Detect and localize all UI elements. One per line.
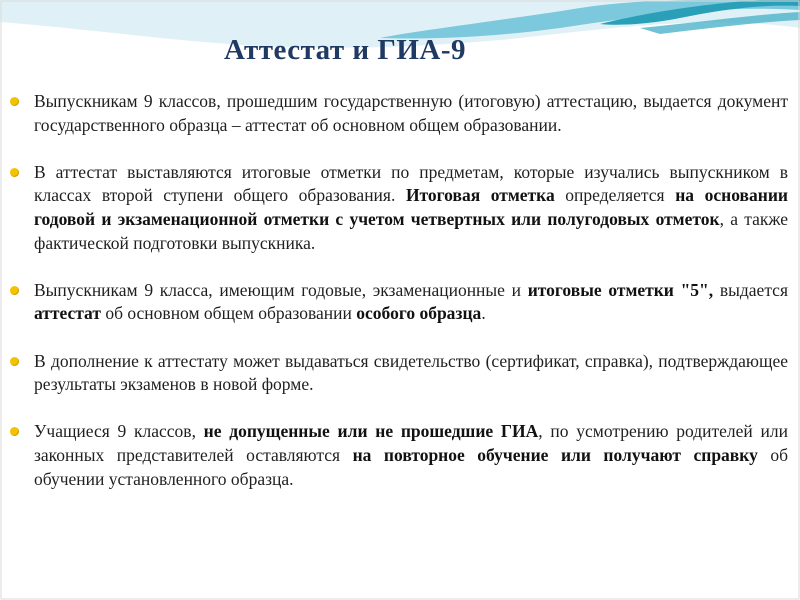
list-item xyxy=(10,279,788,326)
yellow-dot-icon xyxy=(10,286,19,295)
slide-title: Аттестат и ГИА-9 xyxy=(224,34,466,66)
yellow-dot-icon xyxy=(10,427,19,436)
text: , а также фактической подготовки выпускника. xyxy=(34,208,789,253)
list-item xyxy=(10,90,788,137)
bold-text: не допущенные или не прошедшие ГИА xyxy=(203,421,539,442)
yellow-dot-icon xyxy=(10,357,19,366)
yellow-dot-icon xyxy=(10,97,19,106)
bullet-list xyxy=(10,90,788,515)
text: об обучении установленного образца. xyxy=(34,444,789,489)
bold-text: итоговые отметки "5", xyxy=(527,279,714,300)
text: Учащиеся 9 классов, xyxy=(34,421,204,442)
text: выдается xyxy=(713,279,788,300)
text: В аттестат выставляются итоговые отметки по предметам, которые изучались выпускником в классах второй ступени общего образования. xyxy=(34,161,788,206)
bold-text: на основании годовой и экзаменационной отметки с учетом четвертных или полугодовых отметок xyxy=(34,185,788,229)
text: об основном общем образовании xyxy=(100,303,357,324)
bold-text: на повторное обучение или получают справку xyxy=(352,444,758,465)
list-item xyxy=(10,350,788,397)
bold-text: Итоговая отметка xyxy=(405,185,555,206)
text: Выпускникам 9 класса, имеющим годовые, экзаменационные и xyxy=(34,279,528,300)
text: . xyxy=(481,303,486,324)
text: Выпускникам 9 классов, прошедшим государственную (итоговую) аттестацию, выдается документ государственного образца – аттестат об основном общем образовании. xyxy=(34,91,788,135)
bold-text: аттестат xyxy=(34,303,101,324)
yellow-dot-icon xyxy=(10,168,19,177)
text: В дополнение к аттестату может выдаваться свидетельство (сертификат, справка), подтверждающее результаты экзаменов в новой форме. xyxy=(34,350,788,395)
text: определяется xyxy=(554,185,676,206)
bold-text: особого образца xyxy=(356,303,482,324)
text: , по усмотрению родителей или законных представителей оставляются xyxy=(34,421,788,465)
list-item xyxy=(10,161,788,255)
list-item xyxy=(10,420,788,491)
